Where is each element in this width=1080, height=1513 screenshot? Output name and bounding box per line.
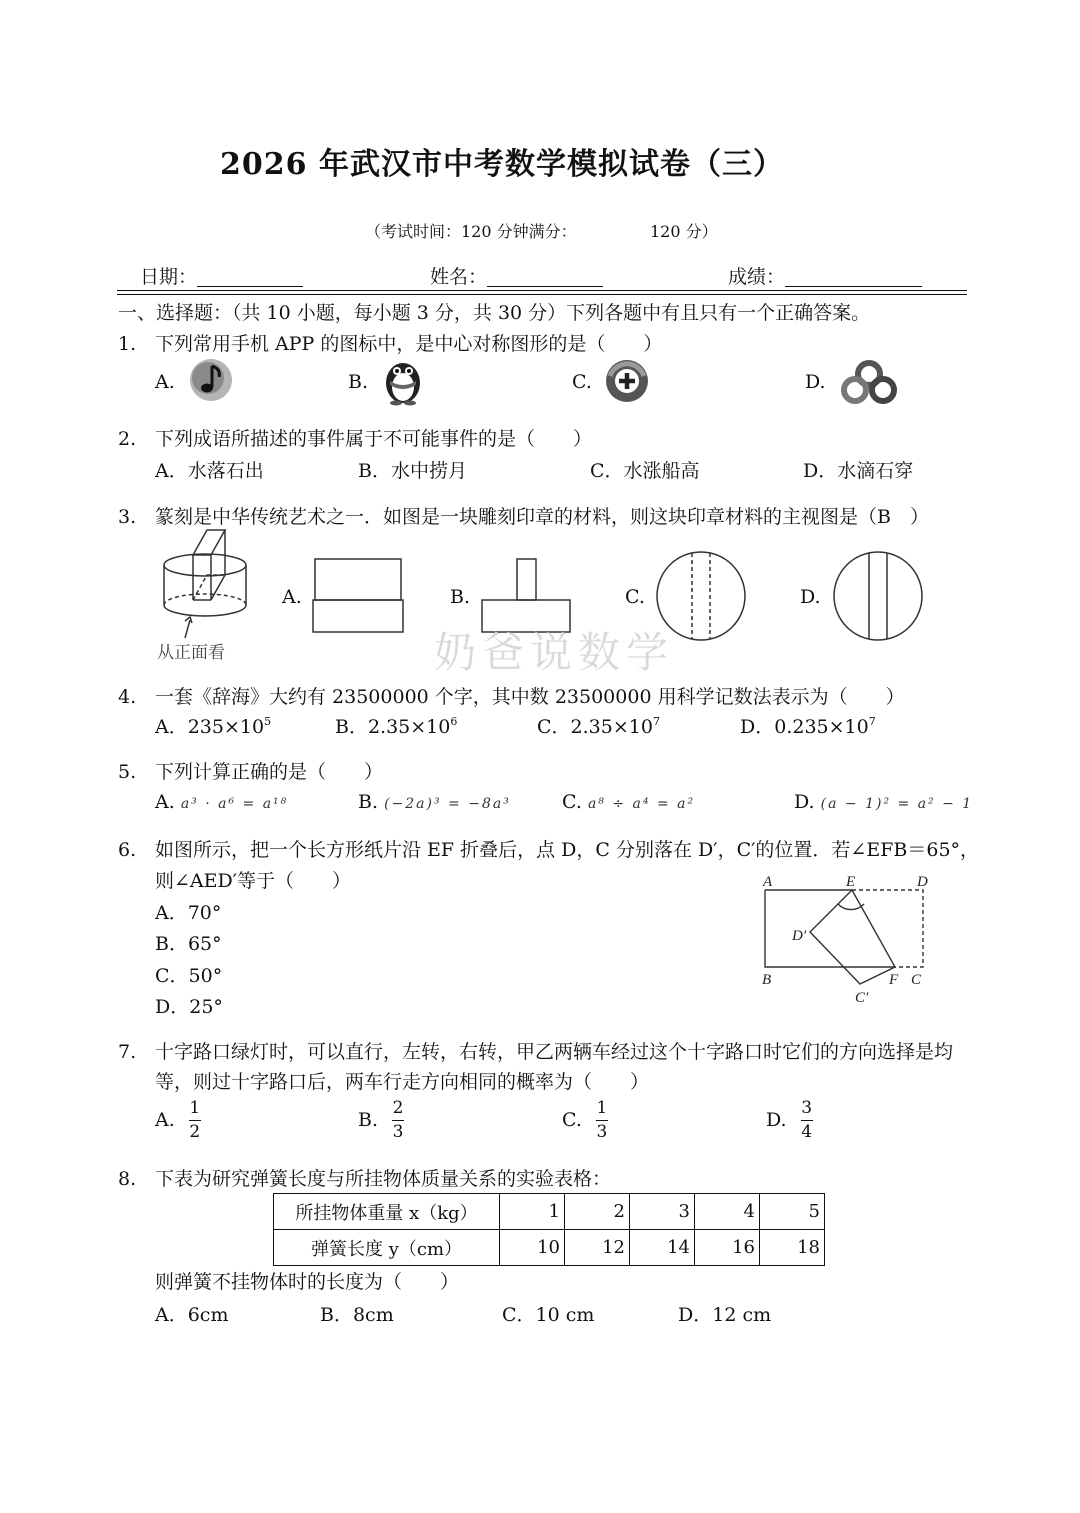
q8-option-a: A．6cm bbox=[155, 1304, 229, 1326]
spring-data-table bbox=[273, 1193, 825, 1266]
numerator: 1 bbox=[189, 1098, 201, 1118]
q7-option-b-fraction bbox=[392, 1100, 404, 1141]
q4-option-a-base: A．235×10 bbox=[155, 716, 265, 738]
q7-option-d-fraction bbox=[801, 1100, 813, 1141]
denominator: 3 bbox=[596, 1122, 608, 1142]
q5-option-b-label: B. bbox=[358, 791, 379, 813]
q7-number: 7. bbox=[118, 1041, 137, 1063]
q1-option-d-label: D. bbox=[805, 371, 826, 393]
q4-option-b-base: B．2.35×10 bbox=[335, 716, 451, 738]
q6-label-a: A bbox=[763, 874, 773, 890]
fraction-bar bbox=[392, 1120, 404, 1121]
q8-option-b: B．8cm bbox=[320, 1304, 394, 1326]
numerator: 3 bbox=[801, 1098, 813, 1118]
q6-number: 6. bbox=[118, 839, 137, 861]
name-blank bbox=[487, 268, 603, 287]
q6-label-b: B bbox=[762, 972, 772, 988]
fraction-bar bbox=[801, 1120, 813, 1121]
q4-option-d bbox=[740, 715, 876, 738]
three-rings-app-icon bbox=[838, 360, 900, 406]
table-row bbox=[274, 1230, 825, 1266]
q1-number: 1. bbox=[118, 333, 137, 355]
q8-number: 8. bbox=[118, 1168, 137, 1190]
grade-label: 成绩： bbox=[728, 266, 786, 288]
q3-option-d-label: D. bbox=[800, 586, 821, 608]
q6-option-c: C．50° bbox=[155, 965, 223, 987]
grade-field bbox=[728, 268, 922, 287]
q6-option-a: A．70° bbox=[155, 902, 222, 924]
q2-number: 2. bbox=[118, 428, 137, 450]
q6-label-f: F bbox=[889, 972, 899, 988]
q5-option-a bbox=[155, 793, 288, 812]
q4-option-a bbox=[155, 715, 272, 738]
q2-option-b: B．水中捞月 bbox=[358, 460, 467, 482]
q7-option-a bbox=[155, 1100, 201, 1141]
table-cell: 18 bbox=[760, 1230, 825, 1266]
q2-text: 下列成语所描述的事件属于不可能事件的是（ ） bbox=[155, 428, 593, 450]
table-cell: 5 bbox=[760, 1194, 825, 1230]
q4-text: 一套《辞海》大约有 23500000 个字，其中数 23500000 用科学记数法表示为（ ） bbox=[155, 686, 905, 708]
q6-text-line1: 如图所示，把一个长方形纸片沿 EF 折叠后，点 D，C 分别落在 D′，C′的位置．若∠EFB＝65°， bbox=[155, 839, 980, 861]
exam-time-info: （考试时间：120 分钟满分： bbox=[365, 222, 577, 241]
q8-text: 下表为研究弹簧长度与所挂物体质量关系的实验表格： bbox=[155, 1168, 612, 1190]
q4-option-c-base: C．2.35×10 bbox=[537, 716, 653, 738]
q5-option-d-label: D. bbox=[794, 791, 815, 813]
q6-text-line2: 则∠AED′等于（ ） bbox=[155, 870, 352, 892]
q6-label-d-prime: D′ bbox=[792, 928, 807, 944]
q3-option-b-figure bbox=[481, 557, 575, 635]
q5-option-b bbox=[358, 793, 511, 812]
plus-circle-app-icon bbox=[604, 358, 650, 404]
q4-option-d-exponent: 7 bbox=[868, 715, 876, 728]
seal-3d-figure bbox=[155, 525, 255, 640]
table-cell: 4 bbox=[695, 1194, 760, 1230]
q3-number: 3. bbox=[118, 506, 137, 528]
q8-option-c: C．10 cm bbox=[502, 1304, 595, 1326]
q4-option-b-exponent: 6 bbox=[450, 715, 458, 728]
denominator: 2 bbox=[189, 1122, 201, 1142]
fraction-bar bbox=[189, 1120, 201, 1121]
q5-option-c bbox=[562, 793, 695, 812]
q1-option-c-label: C. bbox=[572, 371, 592, 393]
q3-option-a-label: A. bbox=[282, 586, 302, 608]
q4-option-a-exponent: 5 bbox=[264, 715, 272, 728]
q8-option-d: D．12 cm bbox=[678, 1304, 772, 1326]
q6-label-c-prime: C′ bbox=[855, 990, 869, 1006]
table-cell: 16 bbox=[695, 1230, 760, 1266]
table-cell: 2 bbox=[565, 1194, 630, 1230]
q3-option-c-label: C. bbox=[625, 586, 645, 608]
q7-text-line1: 十字路口绿灯时，可以直行，左转，右转，甲乙两辆车经过这个十字路口时它们的方向选择是均 bbox=[155, 1041, 954, 1063]
q7-option-a-label: A. bbox=[155, 1109, 175, 1131]
date-field bbox=[140, 268, 303, 287]
q4-option-c-exponent: 7 bbox=[652, 715, 660, 728]
name-label: 姓名： bbox=[430, 266, 488, 288]
q2-option-d: D．水滴石穿 bbox=[803, 460, 914, 482]
q4-number: 4. bbox=[118, 686, 137, 708]
q7-option-c bbox=[562, 1100, 608, 1141]
header-divider-bottom bbox=[117, 294, 967, 295]
q5-number: 5. bbox=[118, 761, 137, 783]
q3-text: 篆刻是中华传统艺术之一．如图是一块雕刻印章的材料，则这块印章材料的主视图是（B ） bbox=[155, 506, 929, 528]
section-heading: 一、选择题：（共 10 小题，每小题 3 分，共 30 分）下列各题中有且只有一个正确答案。 bbox=[118, 302, 871, 324]
watermark: 奶爸说数学 bbox=[434, 628, 675, 677]
q5-text: 下列计算正确的是（ ） bbox=[155, 761, 384, 783]
q6-fold-figure bbox=[760, 872, 935, 1012]
q3-option-b-label: B. bbox=[450, 586, 471, 608]
table-cell: 1 bbox=[500, 1194, 565, 1230]
q5-option-a-label: A. bbox=[155, 791, 175, 813]
q6-label-d: D bbox=[917, 874, 928, 890]
q2-option-a: A．水落石出 bbox=[155, 460, 264, 482]
q2-option-c: C．水涨船高 bbox=[590, 460, 700, 482]
q5-option-c-expression: a⁸ ÷ a⁴ = a² bbox=[587, 796, 696, 812]
q5-option-c-label: C. bbox=[562, 791, 582, 813]
fraction-bar bbox=[596, 1120, 608, 1121]
table-cell: 3 bbox=[630, 1194, 695, 1230]
q7-option-b bbox=[358, 1100, 404, 1141]
name-field bbox=[430, 268, 603, 287]
q3-view-caption: 从正面看 bbox=[157, 643, 225, 663]
q7-option-a-fraction bbox=[189, 1100, 201, 1141]
q5-option-a-expression: a³ · a⁶ = a¹⁸ bbox=[180, 796, 289, 812]
q7-option-d-label: D. bbox=[766, 1109, 787, 1131]
q3-option-a-figure bbox=[312, 557, 406, 635]
table-row1-header: 所挂物体重量 x（kg） bbox=[274, 1194, 500, 1230]
date-blank bbox=[197, 268, 303, 287]
q5-option-b-expression: (−2a)³ = −8a³ bbox=[384, 796, 511, 812]
table-cell: 12 bbox=[565, 1230, 630, 1266]
header-divider-top bbox=[117, 290, 967, 291]
q4-option-d-base: D．0.235×10 bbox=[740, 716, 869, 738]
exam-title: 2026 年武汉市中考数学模拟试卷（三） bbox=[220, 147, 784, 182]
table-row bbox=[274, 1194, 825, 1230]
q6-option-b: B．65° bbox=[155, 933, 222, 955]
exam-score-info: 120 分） bbox=[650, 222, 718, 241]
q4-option-b bbox=[335, 715, 458, 738]
q6-label-e: E bbox=[846, 874, 856, 890]
q5-option-d bbox=[794, 793, 973, 812]
numerator: 2 bbox=[392, 1098, 404, 1118]
q7-option-b-label: B. bbox=[358, 1109, 379, 1131]
date-label: 日期： bbox=[140, 266, 198, 288]
table-cell: 14 bbox=[630, 1230, 695, 1266]
q6-label-c: C bbox=[911, 972, 922, 988]
q7-option-d bbox=[766, 1100, 813, 1141]
table-row2-header: 弹簧长度 y（cm） bbox=[274, 1230, 500, 1266]
q6-option-d: D．25° bbox=[155, 996, 223, 1018]
denominator: 3 bbox=[392, 1122, 404, 1142]
qq-penguin-icon bbox=[380, 355, 426, 405]
q4-option-c bbox=[537, 715, 660, 738]
numerator: 1 bbox=[596, 1098, 608, 1118]
q3-option-d-figure bbox=[832, 550, 924, 642]
table-cell: 10 bbox=[500, 1230, 565, 1266]
q1-option-a-label: A. bbox=[155, 371, 175, 393]
q7-text-line2: 等，则过十字路口后，两车行走方向相同的概率为（ ） bbox=[155, 1071, 650, 1093]
q7-option-c-fraction bbox=[596, 1100, 608, 1141]
denominator: 4 bbox=[801, 1122, 813, 1142]
grade-blank bbox=[785, 268, 922, 287]
q1-option-b-label: B. bbox=[348, 371, 369, 393]
q1-text: 下列常用手机 APP 的图标中，是中心对称图形的是（ ） bbox=[155, 333, 663, 355]
q5-option-d-expression: (a − 1)² = a² − 1 bbox=[820, 796, 974, 812]
q7-option-c-label: C. bbox=[562, 1109, 582, 1131]
music-app-icon bbox=[188, 357, 234, 403]
q8-followup: 则弹簧不挂物体时的长度为（ ） bbox=[155, 1271, 460, 1293]
